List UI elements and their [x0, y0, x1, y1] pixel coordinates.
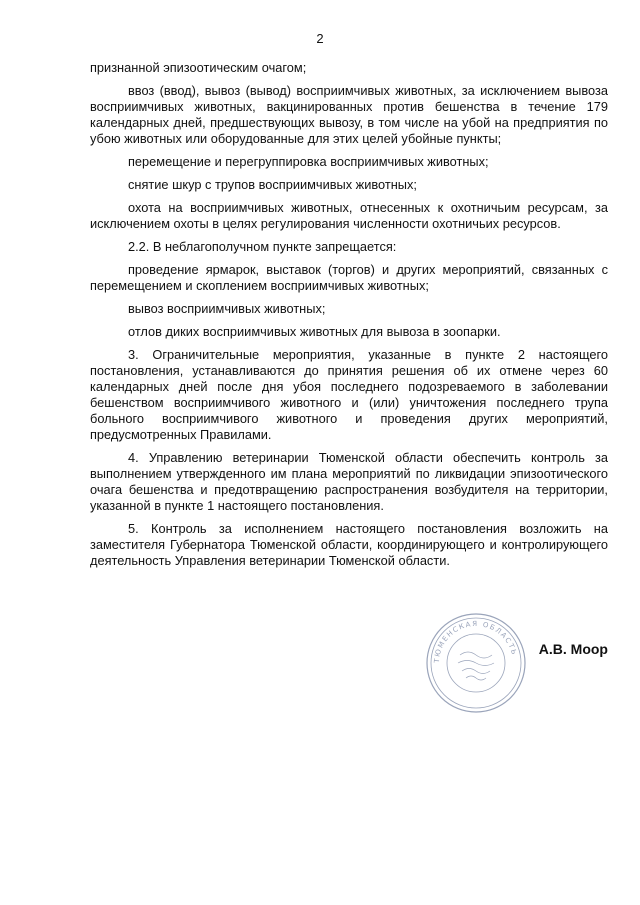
- paragraph: 3. Ограничительные мероприятия, указанные в пункте 2 настоящего постановления, устанавливаются до принятия решения об их отмене через 60 календарных дней после дня убоя последнего подозреваемого в заболевании бешенством восприимчивого животного и (или) уничтожения последнего трупа больного восприимчивого животного и проведения других мероприятий, предусмотренных Правилами.: [90, 347, 608, 442]
- paragraph: ввоз (ввод), вывоз (вывод) восприимчивых животных, за исключением вывоза восприимчивых животных, вакцинированных против бешенства в течение 179 календарных дней, предшествующих вывозу, в том числе на убой на предприятия по убою животных или оборудованные для этих целей убойные пункты;: [90, 83, 608, 146]
- document-body: [90, 60, 608, 576]
- paragraph: охота на восприимчивых животных, отнесенных к охотничьим ресурсам, за исключением охоты в целях регулирования численности охотничьих ресурсов.: [90, 200, 608, 231]
- paragraph: проведение ярмарок, выставок (торгов) и других мероприятий, связанных с перемещением и скоплением восприимчивых животных;: [90, 262, 608, 293]
- paragraph: 5. Контроль за исполнением настоящего постановления возложить на заместителя Губернатора Тюменской области, координирующего и контролирующего деятельность Управления ветеринарии Тюменской области.: [90, 521, 608, 568]
- paragraph: 2.2. В неблагополучном пункте запрещается:: [128, 239, 397, 254]
- paragraph: снятие шкур с трупов восприимчивых животных;: [128, 177, 417, 192]
- paragraph: признанной эпизоотическим очагом;: [90, 60, 307, 75]
- signatory-name: А.В. Моор: [538, 641, 608, 657]
- svg-text:ТЮМЕНСКАЯ ОБЛАСТЬ: ТЮМЕНСКАЯ ОБЛАСТЬ: [432, 619, 519, 664]
- paragraph: вывоз восприимчивых животных;: [128, 301, 326, 316]
- paragraph: перемещение и перегруппировка восприимчивых животных;: [128, 154, 489, 169]
- page-number: 2: [316, 31, 324, 46]
- paragraph: отлов диких восприимчивых животных для вывоза в зоопарки.: [128, 324, 501, 339]
- official-seal: [424, 611, 528, 715]
- paragraph: 4. Управлению ветеринарии Тюменской области обеспечить контроль за выполнением утвержденного им плана мероприятий по ликвидации эпизоотического очага бешенства и предотвращению распространения возбудителя на территории, указанной в пункте 1 настоящего постановления.: [90, 450, 608, 513]
